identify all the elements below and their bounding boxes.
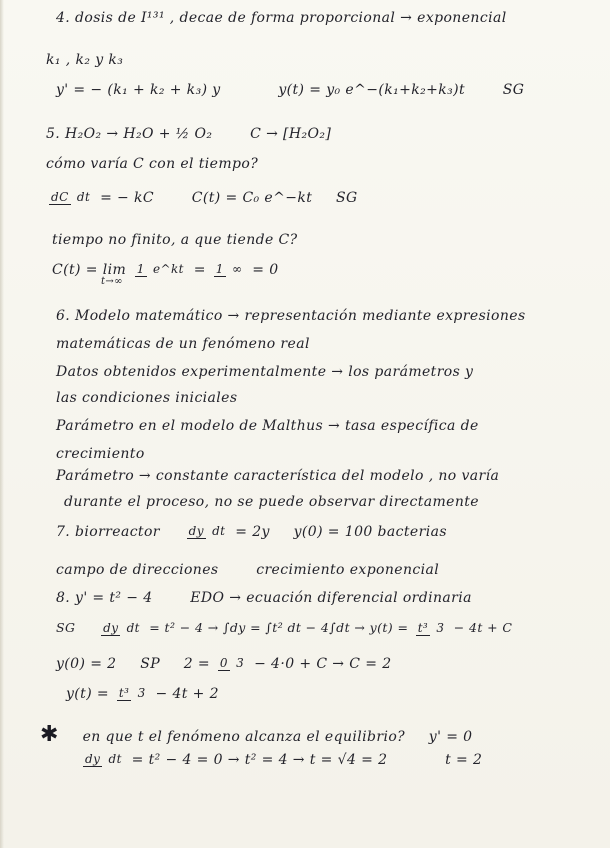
note-line-19 (56, 590, 472, 606)
note-line-12 (56, 390, 237, 406)
text-bioreactor: 7. biorreactor (56, 524, 160, 540)
equation-kc: = − kC (100, 190, 155, 206)
note-line-9 (56, 308, 526, 324)
equation-ode: 8. y' = t² − 4 (56, 590, 153, 606)
integration-steps: = t² − 4 → ∫dy = ∫t² dt − 4∫dt → y(t) = (149, 620, 409, 635)
text-direction-field: campo de direcciones (56, 562, 219, 578)
label-sg: SG (336, 190, 358, 206)
initial-condition: y(0) = 2 (56, 656, 117, 672)
fraction-one-over-infinity: 1 ∞ (215, 262, 243, 276)
note-line-5 (46, 156, 258, 172)
question-text: tiempo no finito, a que tiende C? (52, 232, 298, 248)
note-line-11 (56, 364, 473, 380)
note-line-18 (56, 562, 439, 578)
note-line-22 (66, 686, 219, 702)
equation-derivative: y' = − (k₁ + k₂ + k₃) y (56, 82, 221, 98)
fraction-zero-over-3: 0 3 (219, 656, 245, 670)
question-text: cómo varía C con el tiempo? (46, 156, 259, 172)
equation-ct: C(t) = C₀ e^−kt (191, 190, 313, 206)
text-decay: 4. dosis de I¹³¹ , decae de forma proporcional → exponencial (56, 10, 507, 26)
label-sg: SG (502, 82, 525, 98)
equation-solution: y(t) = y₀ e^−(k₁+k₂+k₃)t (278, 82, 466, 98)
fraction-t3-over-3: t³ 3 (118, 686, 146, 700)
note-line-23 (40, 722, 472, 747)
asterisk-icon: ✱ (40, 722, 59, 747)
fraction-dc-dt: dC dt (51, 190, 91, 204)
text-malthus: Parámetro en el modelo de Malthus → tasa específica de (56, 418, 479, 434)
text-exponential-growth: crecimiento exponencial (256, 562, 440, 578)
note-line-14 (56, 446, 145, 462)
fraction-dy-dt: dy dt (85, 752, 122, 766)
note-line-6 (46, 190, 358, 206)
fraction-dy-dt: dy dt (103, 620, 140, 635)
fraction-dy-dt: dy dt (188, 524, 226, 538)
note-line-17 (56, 524, 447, 540)
note-line-8: C(t) = lim t→∞ 1 e^kt = 1 ∞ = 0 (52, 262, 279, 287)
text-model-definition-cont: matemáticas de un fenómeno real (56, 336, 310, 352)
equilibrium-solve: = t² − 4 = 0 → t² = 4 → t = √4 = 2 (131, 752, 388, 768)
note-line-4 (46, 126, 331, 142)
text-edo: EDO → ecuación diferencial ordinaria (190, 590, 472, 606)
integration-result: − 4t + C (453, 620, 513, 635)
equilibrium-result: t = 2 (445, 752, 483, 768)
text-constants: k₁ , k₂ y k₃ (46, 52, 124, 68)
note-line-2 (46, 52, 123, 68)
label-sg: SG (56, 620, 76, 635)
text-growth: crecimiento (56, 446, 145, 462)
note-line-15 (56, 468, 499, 484)
text-data: Datos obtenidos experimentalmente → los parámetros y (56, 364, 474, 380)
particular-solution-lhs: y(t) = (66, 686, 110, 702)
text-parameter-cont: durante el proceso, no se puede observar directamente (64, 494, 479, 510)
note-line-16 (64, 494, 479, 510)
label-sp: SP (140, 656, 161, 672)
equation-growth: = 2y (235, 524, 270, 540)
note-line-10 (56, 336, 310, 352)
particular-solution-rhs: − 4t + 2 (155, 686, 219, 702)
constant-result: − 4·0 + C → C = 2 (254, 656, 392, 672)
note-line-3 (56, 82, 524, 98)
text-model-definition: 6. Modelo matemático → representación mediante expresiones (56, 308, 526, 324)
limit-expression: C(t) = lim (52, 262, 127, 278)
text-parameter: Parámetro → constante característica del modelo , no varía (56, 468, 500, 484)
substitution: 2 = (183, 656, 211, 672)
limit-subscript: t→∞ (100, 276, 123, 287)
limit-result: = 0 (252, 262, 279, 278)
note-line-1 (56, 10, 507, 26)
fraction-t3-over-3: t³ 3 (417, 620, 445, 635)
fraction-one-over-ekt: 1 e^kt (136, 262, 184, 276)
concentration-definition: C → [H₂O₂] (250, 126, 332, 142)
note-line-21 (56, 656, 392, 672)
text-initial-conditions: las condiciones iniciales (56, 390, 238, 406)
initial-condition: y(0) = 100 bacterias (293, 524, 447, 540)
note-line-20 (56, 620, 512, 636)
note-line-24 (80, 752, 482, 768)
question-equilibrium: en que t el fenómeno alcanza el equilibrio? (82, 729, 406, 745)
reaction-equation: 5. H₂O₂ → H₂O + ½ O₂ (46, 126, 213, 142)
note-line-7 (52, 232, 298, 248)
note-line-13 (56, 418, 479, 434)
equilibrium-condition: y' = 0 (428, 729, 473, 745)
page-edge (0, 0, 4, 848)
